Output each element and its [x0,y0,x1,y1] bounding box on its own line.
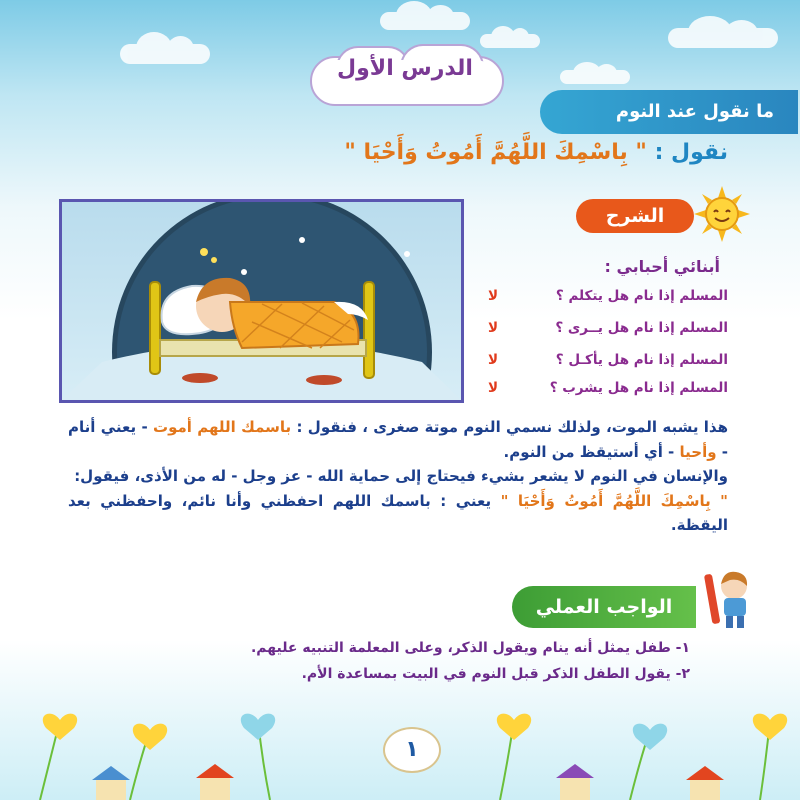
paragraph-text: - أي أستيقظ من النوم. [503,442,680,461]
answer-text: لا [488,288,499,304]
homework-item: ١- طفل يمثل أنه ينام ويقول الذكر، وعلى المعلمة التنبيه عليهم. [250,640,690,656]
question-text: المسلم إذا نام هل يــرى ؟ [555,320,728,336]
sun-icon [694,186,750,242]
sky-cloud [668,28,778,48]
highlight-text: " بِاسْمِكَ اللَّهُمَّ أَمُوتُ وَأَحْيَا " [500,491,728,510]
answer-text: لا [488,380,499,396]
highlight-text: باسمك اللهم أموت [153,418,292,436]
question-row [488,380,728,404]
question-text: المسلم إذا نام هل يأكـل ؟ [555,352,728,368]
answer-text: لا [488,320,499,336]
lesson-title-cloud [302,42,508,108]
children-heading: أبنائي أحبابي : [604,257,720,276]
paragraph-text: والإنسان في النوم لا يشعر بشيء فيحتاج إلى حماية الله - عز وجل - له من الأذى، فيقول: [74,467,728,485]
answer-text: لا [488,352,499,368]
question-text: المسلم إذا نام هل يشرب ؟ [549,380,728,396]
question-text: المسلم إذا نام هل يتكلم ؟ [555,288,728,304]
paragraph-text: هذا يشبه الموت، ولذلك نسمي النوم موتة صغرى ، فنقول : [291,418,728,436]
page-number: ١ [383,727,441,773]
homework-banner: الواجب العملي [512,586,696,628]
sky-cloud [380,12,470,30]
dua-line [344,140,728,165]
highlight-text: وأحيا [679,442,717,461]
sleeping-child-illustration [59,199,464,403]
question-row [488,352,728,376]
lesson-title: الدرس الأول [337,56,473,81]
section-title-banner: ما نقول عند النوم [540,90,798,134]
homework-item: ٢- يقول الطفل الذكر قبل النوم في البيت بمساعدة الأم. [301,666,690,682]
paragraph-text: - يعني أنام - [68,418,728,461]
dua-text: " بِاسْمِكَ اللَّهُمَّ أَمُوتُ وَأَحْيَا " [344,140,647,165]
sky-cloud [560,70,630,84]
explanation-paragraph [68,415,728,538]
child-with-pencil-icon [704,568,756,630]
explanation-banner: الشرح [576,199,694,233]
question-row [488,320,728,344]
paragraph-text: يعني : باسمك اللهم احفظني وأنا نائم، واحفظني بعد اليقظة. [68,491,728,534]
say-label: نقول : [654,140,728,165]
question-row [488,288,728,312]
sky-cloud [120,44,210,64]
